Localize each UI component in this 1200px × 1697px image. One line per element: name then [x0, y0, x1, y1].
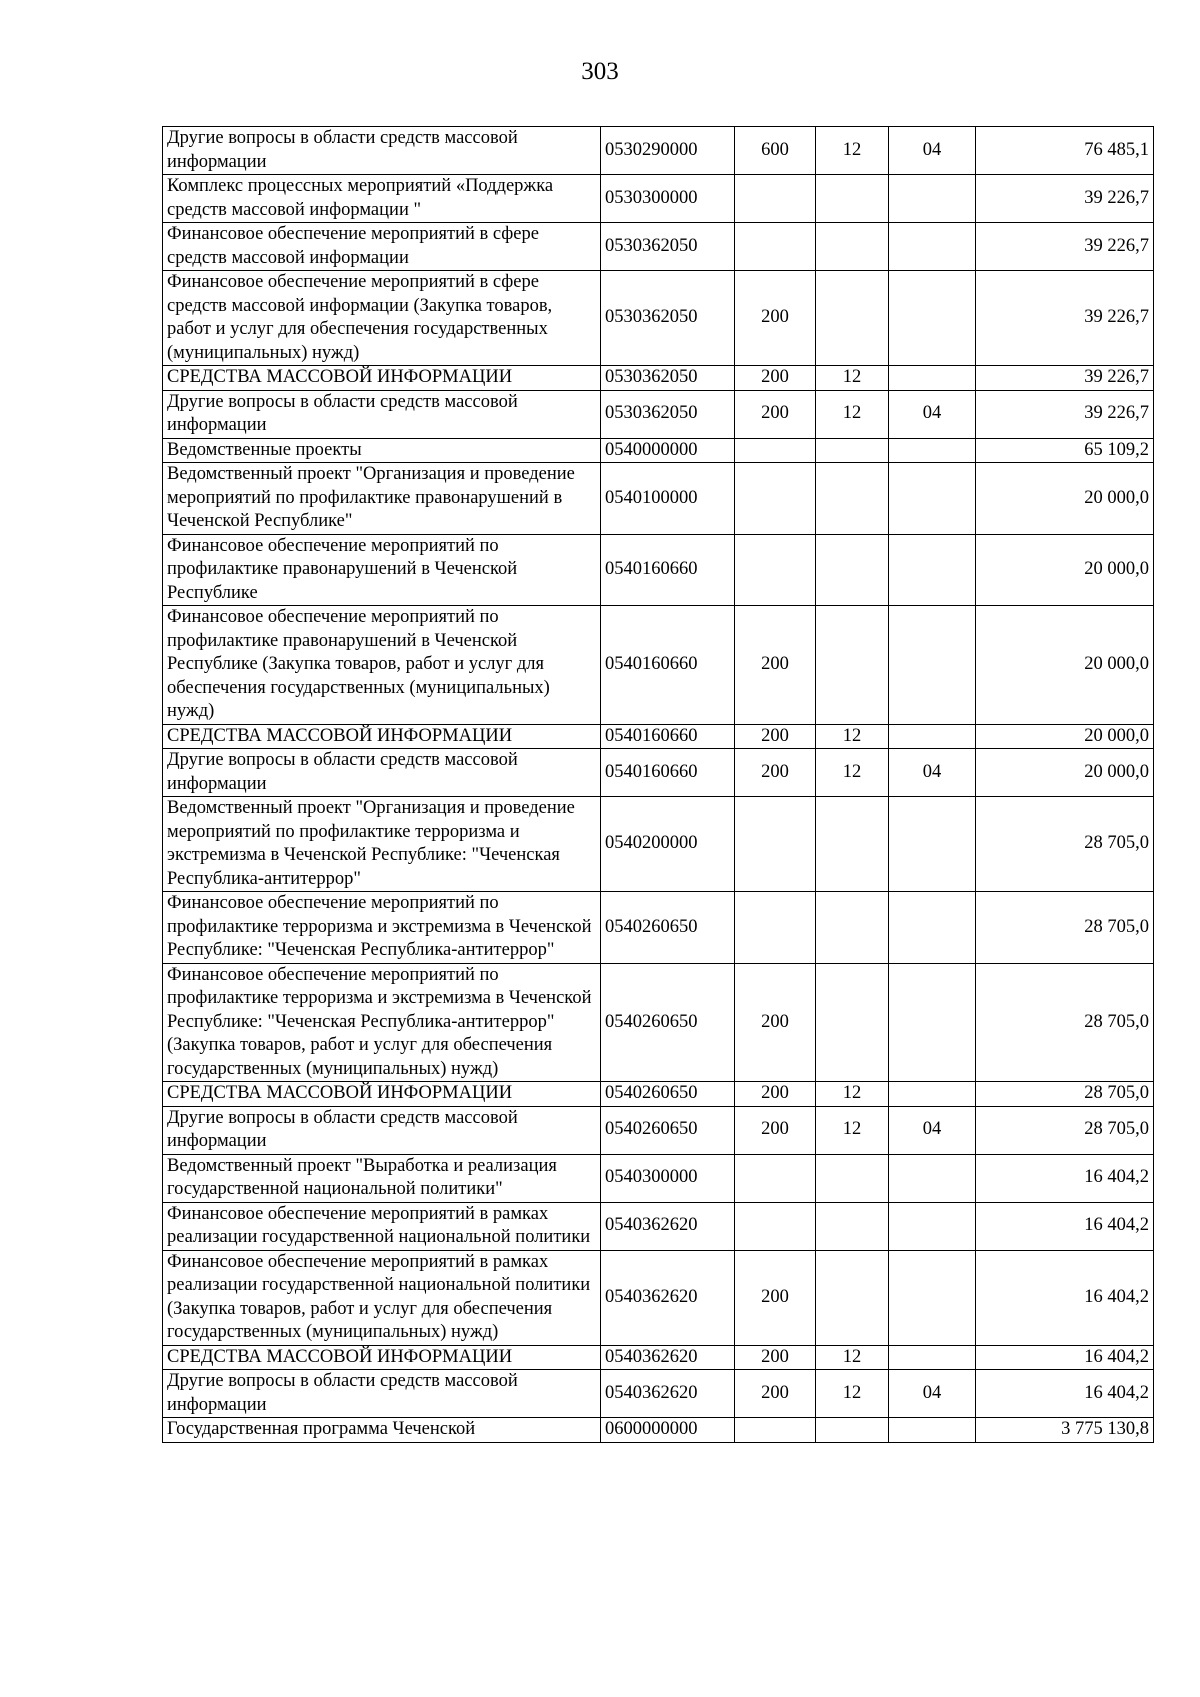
target-code-cell: 0540160660 [601, 724, 735, 749]
item-name-cell: Ведомственный проект "Организация и проведение мероприятий по профилактике терроризма и экстремизма в Чеченской Республике: "Чеченская Республика-антитеррор" [163, 797, 601, 892]
subsection-cell: 04 [889, 1106, 976, 1154]
section-cell [816, 963, 889, 1082]
amount-cell: 20 000,0 [976, 463, 1154, 535]
item-name-cell: Финансовое обеспечение мероприятий в рамках реализации государственной национальной политики (Закупка товаров, работ и услуг для обеспечения государственных (муниципальных) нужд) [163, 1250, 601, 1345]
budget-table-body [163, 127, 1154, 1443]
target-code-cell: 0540200000 [601, 797, 735, 892]
subsection-cell [889, 1082, 976, 1107]
item-name-cell: СРЕДСТВА МАССОВОЙ ИНФОРМАЦИИ [163, 1082, 601, 1107]
expense-type-cell: 600 [735, 127, 816, 175]
expense-type-cell: 200 [735, 1106, 816, 1154]
expense-type-cell: 200 [735, 366, 816, 391]
subsection-cell [889, 1418, 976, 1443]
expense-type-cell: 200 [735, 963, 816, 1082]
section-cell: 12 [816, 366, 889, 391]
item-name-cell: Финансовое обеспечение мероприятий по профилактике правонарушений в Чеченской Республике (Закупка товаров, работ и услуг для обеспечения государственных (муниципальных) нужд) [163, 606, 601, 725]
item-name-cell: СРЕДСТВА МАССОВОЙ ИНФОРМАЦИИ [163, 1345, 601, 1370]
table-row [163, 1154, 1154, 1202]
subsection-cell: 04 [889, 127, 976, 175]
subsection-cell [889, 797, 976, 892]
section-cell: 12 [816, 1082, 889, 1107]
target-code-cell: 0540300000 [601, 1154, 735, 1202]
subsection-cell [889, 271, 976, 366]
table-row [163, 175, 1154, 223]
expense-type-cell [735, 463, 816, 535]
table-row [163, 1418, 1154, 1443]
item-name-cell: Ведомственный проект "Выработка и реализация государственной национальной политики" [163, 1154, 601, 1202]
section-cell [816, 175, 889, 223]
subsection-cell [889, 534, 976, 606]
expense-type-cell [735, 223, 816, 271]
amount-cell: 28 705,0 [976, 797, 1154, 892]
item-name-cell: СРЕДСТВА МАССОВОЙ ИНФОРМАЦИИ [163, 724, 601, 749]
amount-cell: 65 109,2 [976, 438, 1154, 463]
subsection-cell: 04 [889, 1370, 976, 1418]
target-code-cell: 0530362050 [601, 223, 735, 271]
target-code-cell: 0540160660 [601, 749, 735, 797]
table-row [163, 1106, 1154, 1154]
subsection-cell [889, 438, 976, 463]
table-row [163, 438, 1154, 463]
target-code-cell: 0530362050 [601, 366, 735, 391]
amount-cell: 16 404,2 [976, 1154, 1154, 1202]
item-name-cell: Другие вопросы в области средств массовой информации [163, 1106, 601, 1154]
amount-cell: 20 000,0 [976, 534, 1154, 606]
amount-cell: 20 000,0 [976, 606, 1154, 725]
target-code-cell: 0600000000 [601, 1418, 735, 1443]
section-cell [816, 892, 889, 964]
expense-type-cell [735, 1202, 816, 1250]
target-code-cell: 0540160660 [601, 534, 735, 606]
table-row [163, 749, 1154, 797]
amount-cell: 20 000,0 [976, 749, 1154, 797]
expense-type-cell [735, 892, 816, 964]
target-code-cell: 0540260650 [601, 1106, 735, 1154]
item-name-cell: Другие вопросы в области средств массовой информации [163, 1370, 601, 1418]
item-name-cell: Финансовое обеспечение мероприятий в сфере средств массовой информации [163, 223, 601, 271]
item-name-cell: Другие вопросы в области средств массовой информации [163, 390, 601, 438]
table-row [163, 127, 1154, 175]
item-name-cell: Комплекс процессных мероприятий «Поддержка средств массовой информации " [163, 175, 601, 223]
expense-type-cell [735, 1154, 816, 1202]
table-row [163, 463, 1154, 535]
item-name-cell: Финансовое обеспечение мероприятий в сфере средств массовой информации (Закупка товаров, работ и услуг для обеспечения государственных (муниципальных) нужд) [163, 271, 601, 366]
amount-cell: 3 775 130,8 [976, 1418, 1154, 1443]
subsection-cell: 04 [889, 749, 976, 797]
amount-cell: 39 226,7 [976, 390, 1154, 438]
section-cell: 12 [816, 1345, 889, 1370]
expense-type-cell [735, 438, 816, 463]
target-code-cell: 0530290000 [601, 127, 735, 175]
amount-cell: 39 226,7 [976, 366, 1154, 391]
expense-type-cell: 200 [735, 390, 816, 438]
amount-cell: 39 226,7 [976, 271, 1154, 366]
subsection-cell [889, 1202, 976, 1250]
expense-type-cell [735, 175, 816, 223]
table-row [163, 1250, 1154, 1345]
expense-type-cell: 200 [735, 1370, 816, 1418]
expense-type-cell: 200 [735, 271, 816, 366]
table-row [163, 271, 1154, 366]
table-row [163, 1082, 1154, 1107]
expense-type-cell [735, 1418, 816, 1443]
page-number: 303 [581, 58, 619, 85]
item-name-cell: СРЕДСТВА МАССОВОЙ ИНФОРМАЦИИ [163, 366, 601, 391]
subsection-cell [889, 1250, 976, 1345]
section-cell [816, 223, 889, 271]
section-cell [816, 606, 889, 725]
item-name-cell: Финансовое обеспечение мероприятий в рамках реализации государственной национальной политики [163, 1202, 601, 1250]
expense-type-cell [735, 797, 816, 892]
subsection-cell [889, 223, 976, 271]
subsection-cell [889, 1345, 976, 1370]
section-cell: 12 [816, 1370, 889, 1418]
table-row [163, 606, 1154, 725]
item-name-cell: Финансовое обеспечение мероприятий по профилактике правонарушений в Чеченской Республике [163, 534, 601, 606]
item-name-cell: Ведомственный проект "Организация и проведение мероприятий по профилактике правонарушений в Чеченской Республике" [163, 463, 601, 535]
amount-cell: 16 404,2 [976, 1370, 1154, 1418]
section-cell: 12 [816, 390, 889, 438]
item-name-cell: Другие вопросы в области средств массовой информации [163, 127, 601, 175]
section-cell: 12 [816, 724, 889, 749]
subsection-cell [889, 1154, 976, 1202]
target-code-cell: 0540260650 [601, 892, 735, 964]
amount-cell: 28 705,0 [976, 963, 1154, 1082]
table-row [163, 366, 1154, 391]
target-code-cell: 0540100000 [601, 463, 735, 535]
table-row [163, 724, 1154, 749]
amount-cell: 20 000,0 [976, 724, 1154, 749]
amount-cell: 16 404,2 [976, 1202, 1154, 1250]
section-cell [816, 271, 889, 366]
expense-type-cell: 200 [735, 606, 816, 725]
section-cell [816, 463, 889, 535]
table-row [163, 797, 1154, 892]
table-row [163, 534, 1154, 606]
target-code-cell: 0540160660 [601, 606, 735, 725]
section-cell [816, 797, 889, 892]
section-cell [816, 1154, 889, 1202]
expense-type-cell: 200 [735, 1345, 816, 1370]
expense-type-cell: 200 [735, 749, 816, 797]
subsection-cell [889, 175, 976, 223]
amount-cell: 16 404,2 [976, 1250, 1154, 1345]
budget-table [162, 126, 1154, 1443]
section-cell: 12 [816, 749, 889, 797]
subsection-cell [889, 366, 976, 391]
subsection-cell [889, 606, 976, 725]
table-row [163, 1202, 1154, 1250]
subsection-cell: 04 [889, 390, 976, 438]
expense-type-cell [735, 534, 816, 606]
item-name-cell: Другие вопросы в области средств массовой информации [163, 749, 601, 797]
section-cell [816, 1202, 889, 1250]
amount-cell: 16 404,2 [976, 1345, 1154, 1370]
subsection-cell [889, 892, 976, 964]
amount-cell: 39 226,7 [976, 223, 1154, 271]
item-name-cell: Ведомственные проекты [163, 438, 601, 463]
subsection-cell [889, 963, 976, 1082]
item-name-cell: Финансовое обеспечение мероприятий по профилактике терроризма и экстремизма в Чеченской Республике: "Чеченская Республика-антитеррор" [163, 892, 601, 964]
amount-cell: 76 485,1 [976, 127, 1154, 175]
table-row [163, 223, 1154, 271]
table-row [163, 1345, 1154, 1370]
table-row [163, 390, 1154, 438]
amount-cell: 28 705,0 [976, 1082, 1154, 1107]
section-cell [816, 1418, 889, 1443]
section-cell [816, 1250, 889, 1345]
subsection-cell [889, 724, 976, 749]
amount-cell: 39 226,7 [976, 175, 1154, 223]
table-row [163, 963, 1154, 1082]
table-row [163, 1370, 1154, 1418]
subsection-cell [889, 463, 976, 535]
expense-type-cell: 200 [735, 1250, 816, 1345]
table-row [163, 892, 1154, 964]
target-code-cell: 0540362620 [601, 1250, 735, 1345]
target-code-cell: 0530300000 [601, 175, 735, 223]
item-name-cell: Государственная программа Чеченской [163, 1418, 601, 1443]
target-code-cell: 0540000000 [601, 438, 735, 463]
target-code-cell: 0540362620 [601, 1202, 735, 1250]
section-cell: 12 [816, 1106, 889, 1154]
target-code-cell: 0530362050 [601, 271, 735, 366]
target-code-cell: 0540260650 [601, 963, 735, 1082]
expense-type-cell: 200 [735, 724, 816, 749]
target-code-cell: 0540362620 [601, 1345, 735, 1370]
section-cell [816, 534, 889, 606]
amount-cell: 28 705,0 [976, 1106, 1154, 1154]
amount-cell: 28 705,0 [976, 892, 1154, 964]
section-cell [816, 438, 889, 463]
expense-type-cell: 200 [735, 1082, 816, 1107]
target-code-cell: 0530362050 [601, 390, 735, 438]
item-name-cell: Финансовое обеспечение мероприятий по профилактике терроризма и экстремизма в Чеченской Республике: "Чеченская Республика-антитеррор" (Закупка товаров, работ и услуг для обеспечения государственных (муниципальных) нужд) [163, 963, 601, 1082]
target-code-cell: 0540362620 [601, 1370, 735, 1418]
section-cell: 12 [816, 127, 889, 175]
target-code-cell: 0540260650 [601, 1082, 735, 1107]
